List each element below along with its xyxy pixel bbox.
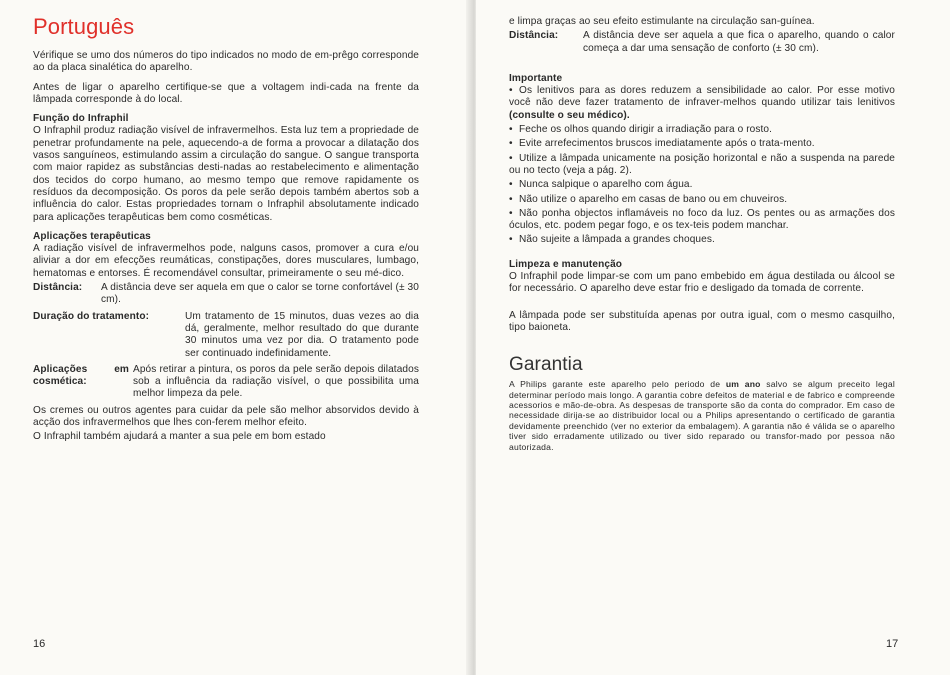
page-number-left: 16 — [33, 638, 46, 650]
importante-list — [509, 85, 895, 247]
duracao-definition — [33, 311, 419, 360]
aplicacoes-paragraph: A radiação visível de infravermelhos pode, nalguns casos, promover a cura e/ou aliviar a dor em efecções reumáticas, constipações, dores musculares, lumbago, hematomas e entorses. É recomendável consultar, primeiramente o seu mé-dico. — [33, 243, 419, 279]
cosmetica-definition — [33, 364, 419, 401]
list-item — [509, 153, 895, 178]
garantia-emphasis: um ano — [725, 379, 761, 390]
garantia-text-a: A Philips garante este aparelho pelo periodo de — [509, 379, 726, 390]
list-item — [509, 179, 895, 191]
funcao-heading: Função do Infraphil — [33, 113, 129, 125]
bullet-icon: • — [509, 152, 513, 164]
distancia-definition — [33, 282, 419, 307]
left-column — [33, 14, 419, 451]
aplicacoes-heading: Aplicações terapêuticas — [33, 230, 151, 242]
garantia-title: Garantia — [509, 354, 583, 376]
duracao-text: Um tratamento de 15 minutos, duas vezes ao dia dá, geralmente, melhor resultado do que durante 30 minutos uma vez por dia. O tratamento pode ser continuado indefinidamente. — [185, 310, 419, 359]
distancia-definition-right — [509, 30, 895, 55]
bullet-icon: • — [509, 179, 513, 191]
garantia-paragraph — [509, 379, 895, 452]
bullet-icon: • — [509, 85, 513, 97]
page-number-right: 17 — [886, 638, 899, 650]
list-item — [509, 208, 895, 233]
continuation-paragraph: e limpa graças ao seu efeito estimulante na circulação san-guínea. — [509, 16, 815, 27]
list-item-text: Feche os olhos quando dirigir a irradiação para o rosto. — [519, 124, 773, 136]
left-page — [0, 0, 474, 675]
right-page — [476, 0, 950, 675]
distancia-text: A distância deve ser aquela em que o calor se torne confortável (± 30 cm). — [101, 282, 419, 306]
distancia-term: Distância: — [33, 282, 83, 294]
list-item-text: Evite arrefecimentos bruscos imediatamente após o trata-mento. — [519, 138, 815, 150]
page-title: Português — [33, 14, 135, 39]
distancia-text-right: A distância deve ser aquela a que fica o aparelho, quando o calor começa a dar uma sensação de conforto (± 30 cm). — [583, 30, 895, 54]
garantia-text-c: salvo se algum preceito legal determinar período mais longo. A garantia cobre defeitos de material e de fabrico e compreende acessorios e mão-de-obra. As despesas de transporte são da conta do comprador. Em caso de necessidade dirija-se ao distribuidor local ou a Philips apresentando o certificado de garantia devidamente preenchido (ver no exterior da embalagem). A garantia não é válida se o aparelho tiver sido erradamente utilizado ou tiver sido reparado ou transfor-mado por pessoa não autorizada. — [509, 379, 895, 452]
list-item-text: Os lenitivos para as dores reduzem a sensibilidade ao calor. Por esse motivo você não deve fazer tratamento de infraver-melhos quando utilizar tais lenitivos — [509, 85, 895, 109]
list-item-text: Não sujeite a lâmpada a grandes choques. — [519, 234, 715, 246]
bullet-icon: • — [509, 207, 513, 219]
final-paragraph: O Infraphil também ajudará a manter a sua pele em bom estado — [33, 431, 326, 443]
right-column — [509, 16, 895, 459]
funcao-paragraph: O Infraphil produz radiação visível de infravermelhos. Esta luz tem a propriedade de penetrar profundamente na pele, aquecendo-a de forma a provocar a dilatação dos vasos sanguíneos, estimulando assim a circulação do sangue. O sangue transporta com maior rapidez as substâncias desti-nadas ao restabelecimento e alimentação dos tecidos do corpo humano, ao mesmo tempo que remove rapidamente os resíduos da decomposição. Os poros da pele serão depois também abertos sob a influência do calor. Estas propriedades tornam o Infraphil absolutamente indicado para aplicações terapêuticas bem como cosméticas. — [33, 125, 419, 223]
list-item-text: Nunca salpique o aparelho com água. — [519, 179, 693, 191]
list-item — [509, 124, 895, 136]
limpeza-heading: Limpeza e manutenção — [509, 258, 623, 270]
list-item-text: Não utilize o aparelho em casas de bano ou em chuveiros. — [519, 193, 788, 205]
list-item — [509, 194, 895, 206]
list-item-text: Utilize a lâmpada unicamente na posição horizontal e não a suspenda na parede ou no tecto (veja a pág. 2). — [509, 152, 895, 176]
intro-paragraph-1: Vérifique se umo dos números do tipo indicados no modo de em-prêgo corresponde ao da placa sinalética do aparelho. — [33, 50, 419, 74]
cosmetica-text: Após retirar a pintura, os poros da pele serão depois dilatados sob a influência da radiação visível, o que possibilita uma melhor limpeza da pele. — [133, 363, 419, 400]
list-item-text: Não ponha objectos inflamáveis no foco da luz. Os pentes ou as armações dos óculos, etc. podem pegar fogo, e os tex-teis podem manchar. — [509, 207, 895, 232]
list-item-emphasis: (consulte o seu médico). — [509, 109, 630, 121]
duracao-term: Duração do tratamento: — [33, 310, 150, 322]
importante-heading: Importante — [509, 72, 563, 84]
list-item — [509, 234, 895, 246]
cosmetica-term: Aplicações em cosmética: — [33, 363, 129, 388]
distancia-term-right: Distância: — [509, 30, 559, 42]
intro-paragraph-2: Antes de ligar o aparelho certifique-se que a voltagem indi-cada na frente da lâmpada corresponde à do local. — [33, 81, 419, 105]
bullet-icon: • — [509, 193, 513, 205]
bullet-icon: • — [509, 124, 513, 136]
cremes-paragraph: Os cremes ou outros agentes para cuidar da pele são melhor absorvidos devido à acção dos infravermelhos que lhes con-ferem melhor efeito. — [33, 404, 419, 429]
list-item — [509, 85, 895, 122]
bullet-icon: • — [509, 234, 513, 246]
lampada-paragraph: A lâmpada pode ser substituída apenas por outra igual, com o mesmo casquilho, tipo baioneta. — [509, 309, 895, 333]
bullet-icon: • — [509, 138, 513, 150]
list-item — [509, 138, 895, 150]
limpeza-paragraph: O Infraphil pode limpar-se com um pano embebido em água destilada ou álcool se for necessário. O aparelho deve estar frio e desligado da tomada de corrente. — [509, 271, 895, 295]
